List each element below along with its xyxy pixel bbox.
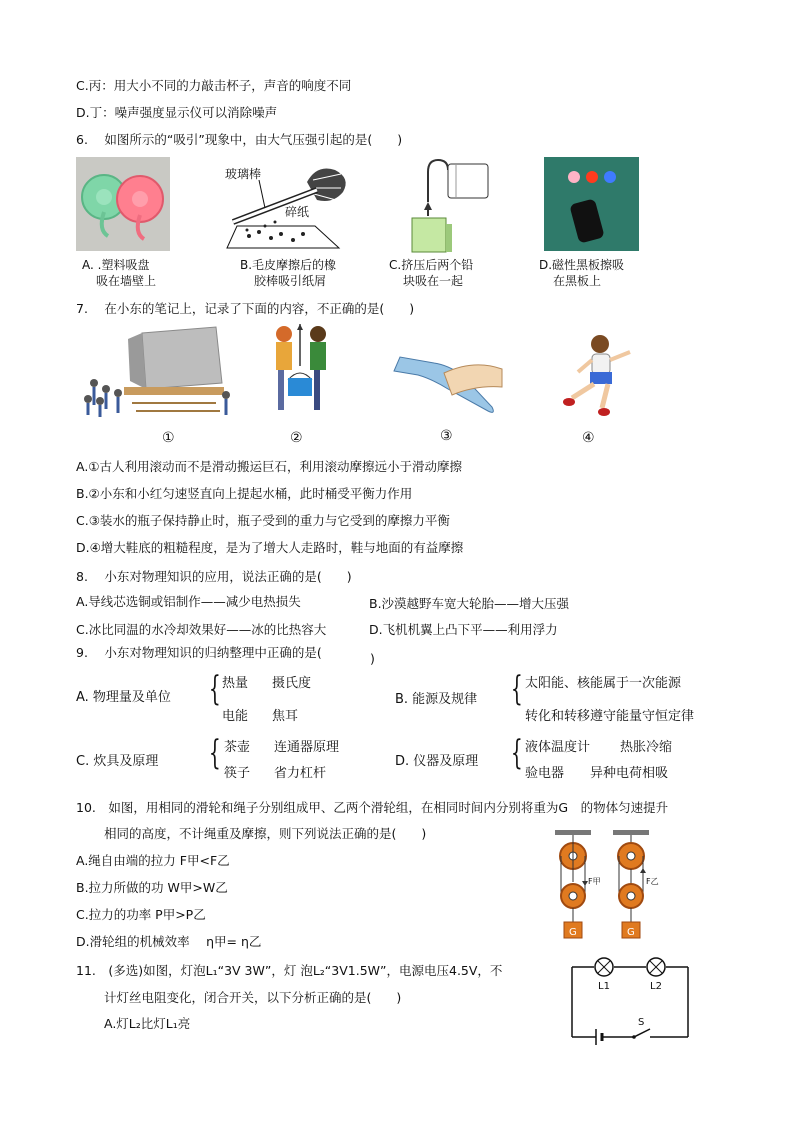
figure-number-2: ② [290,430,303,446]
q8-option-c: C.冰比同温的水冷却效果好——冰的比热容大 [76,622,327,637]
q9-d-row1-item: 液体温度计 [525,740,591,755]
q9-d-brace: { [510,733,523,773]
q9-a-brace: { [208,669,221,709]
q10-option-c: C.拉力的功率 P甲>P乙 [76,907,206,922]
weight-label-yi: G [627,927,635,938]
q6-caption-c-line2: 块吸在一起 [403,274,464,288]
circuit-diagram [566,955,692,1047]
paper-label: 碎纸 [285,205,310,219]
lamp-l1 [595,958,613,976]
pulley-systems-diagram [545,826,670,944]
question-8-stem: 8. 小东对物理知识的应用，说法正确的是( ) [76,569,352,584]
weight-label-jia: G [569,927,577,938]
magnetic-eraser-image [544,157,639,251]
q9-b-row2: 转化和转移遵守能量守恒定律 [525,709,695,724]
q8-option-d: D.飞机机翼上凸下平——利用浮力 [369,622,558,637]
q9-d-title: D. 仪器及原理 [395,754,479,769]
question-9-stem-close: ) [370,651,375,666]
pulley-system-yi [613,830,659,938]
battery-symbol [596,1029,602,1045]
lifting-bucket-image [266,322,338,416]
force-label-jia: F甲 [588,877,601,886]
q9-c-row2-item: 筷子 [224,766,251,781]
question-7-stem: 7. 在小东的笔记上，记录了下面的内容，不正确的是( ) [76,301,415,316]
q9-a-title: A. 物理量及单位 [76,690,171,705]
q7-option-a: A.①古人利用滚动而不是滑动搬运巨石，利用滚动摩擦远小于滑动摩擦 [76,459,463,474]
q10-option-d: D.滑轮组的机械效率 η甲= η乙 [76,934,262,949]
question-9-stem: 9. 小东对物理知识的归纳整理中正确的是( [76,645,322,660]
q6-caption-a-line2: 吸在墙壁上 [96,274,157,288]
question-6-stem: 6. 如图所示的“吸引”现象中，由大气压强引起的是( ) [76,132,403,147]
q7-option-d: D.④增大鞋底的粗糙程度，是为了增大人走路时，鞋与地面的有益摩擦 [76,540,464,555]
q11-option-a: A.灯L₂比灯L₁亮 [104,1016,191,1031]
question-11-stem-line2: 计灯丝电阻变化，闭合开关，以下分析正确的是( ) [104,990,402,1005]
q9-b-brace: { [510,669,523,709]
q9-d-row1-principle: 热胀冷缩 [620,740,673,755]
q6-caption-a-line1: A. .塑料吸盘 [82,258,150,272]
q8-option-a: A.导线芯选铜或铝制作——减少电热损失 [76,594,301,609]
lamp-l2 [647,958,665,976]
q9-a-row1-term: 热量 [222,676,249,691]
q9-a-row2-unit: 焦耳 [272,709,299,724]
q9-c-row2-principle: 省力杠杆 [274,766,327,781]
q9-b-row1: 太阳能、核能属于一次能源 [525,676,682,691]
q7-option-c: C.③装水的瓶子保持静止时，瓶子受到的重力与它受到的摩擦力平衡 [76,513,450,528]
lamp-l1-label: L1 [598,981,610,992]
water-bottle-image [388,325,506,419]
q6-caption-d-line2: 在黑板上 [553,274,602,288]
q9-a-row1-unit: 摄氏度 [272,676,312,691]
figure-number-1: ① [162,430,175,446]
rolling-stone-image [76,323,234,419]
q9-c-row1-principle: 连通器原理 [274,740,340,755]
switch-pivot [632,1035,636,1039]
rod-label: 玻璃棒 [225,167,262,181]
figure-number-4: ④ [582,430,595,446]
running-boy-image [556,332,642,418]
q9-c-brace: { [208,733,221,773]
force-label-yi: F乙 [646,877,659,886]
q9-a-row2-term: 电能 [222,709,249,724]
q6-caption-d-line1: D.磁性黑板擦吸 [539,258,625,272]
q9-c-title: C. 炊具及原理 [76,754,159,769]
switch-label: S [638,1017,645,1028]
q10-option-b: B.拉力所做的功 W甲>W乙 [76,880,228,895]
q9-c-row1-item: 茶壶 [224,740,251,755]
q9-d-row2-item: 验电器 [525,766,565,781]
question-10-stem-line2: 相同的高度，不计绳重及摩擦，则下列说法正确的是( ) [104,826,427,841]
option-c-text: C.丙：用大小不同的力敲击杯子，声音的响度不同 [76,78,352,93]
lead-blocks-image [404,158,500,256]
q9-d-row2-principle: 异种电荷相吸 [590,766,669,781]
lamp-l2-label: L2 [650,981,662,992]
q6-caption-b-line2: 胶棒吸引纸屑 [254,274,327,288]
pulley-system-jia [555,830,601,938]
figure-number-3: ③ [440,428,453,444]
glass-rod-paper-image [219,160,354,250]
suction-cup-image [76,157,170,251]
q8-option-b: B.沙漠越野车宽大轮胎——增大压强 [369,596,570,611]
option-d-text: D.丁：噪声强度显示仪可以消除噪声 [76,105,278,120]
q7-option-b: B.②小东和小红匀速竖直向上提起水桶，此时桶受平衡力作用 [76,486,413,501]
q9-b-title: B. 能源及规律 [395,692,478,707]
q10-option-a: A.绳自由端的拉力 F甲<F乙 [76,853,230,868]
q6-caption-b-line1: B.毛皮摩擦后的橡 [240,258,337,272]
q6-caption-c-line1: C.挤压后两个铅 [389,258,474,272]
question-10-stem-line1: 10. 如图，用相同的滑轮和绳子分别组成甲、乙两个滑轮组，在相同时间内分别将重为G 的物体匀速提升 [76,800,669,815]
question-11-stem-line1: 11. (多选)如图，灯泡L₁“3V 3W”，灯 泡L₂“3V1.5W”，电源电压4.5V，不 [76,963,503,978]
